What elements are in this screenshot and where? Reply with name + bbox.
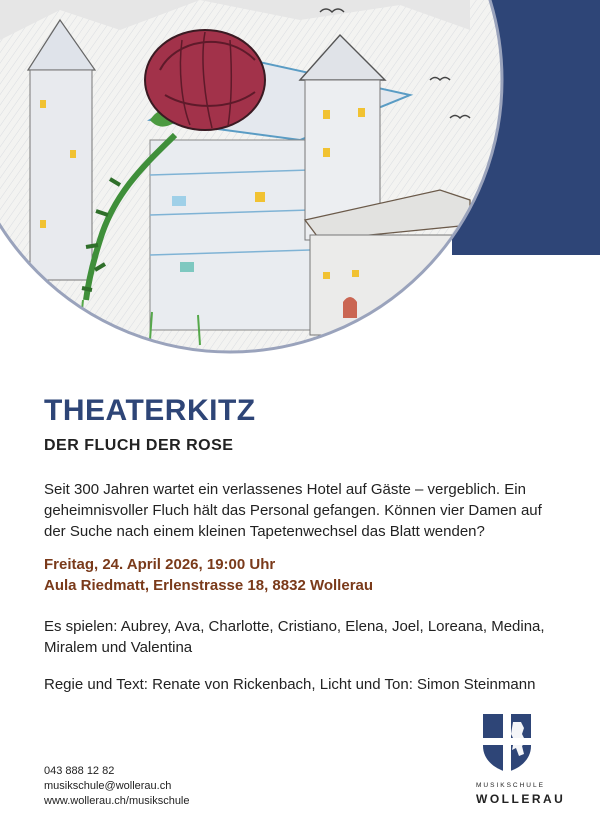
contact-phone: 043 888 12 82 — [44, 765, 115, 777]
poster-title: THEATERKITZ — [44, 394, 256, 427]
credits-paragraph: Regie und Text: Renate von Rickenbach, Licht und Ton: Simon Steinmann — [44, 676, 536, 693]
logo-line2: WOLLERAU — [476, 792, 566, 806]
contact-website[interactable]: www.wollerau.ch/musikschule — [44, 795, 190, 807]
cast-paragraph: Es spielen: Aubrey, Ava, Charlotte, Cristiano, Elena, Joel, Loreana, Medina, Miralem und Valentina — [44, 618, 545, 656]
poster-subtitle: DER FLUCH DER ROSE — [44, 437, 234, 454]
hotel-rose-illustration — [0, 0, 600, 360]
left-tower — [28, 20, 95, 280]
contact-email[interactable]: musikschule@wollerau.ch — [44, 780, 172, 792]
event-venue: Aula Riedmatt, Erlenstrasse 18, 8832 Wollerau — [44, 577, 374, 594]
event-date: Freitag, 24. April 2026, 19:00 Uhr — [44, 556, 276, 573]
shield-icon — [481, 712, 533, 774]
contact-block — [44, 764, 190, 809]
logo-line1: MUSIKSCHULE — [476, 782, 545, 789]
musikschule-logo — [476, 712, 566, 808]
description-paragraph: Seit 300 Jahren wartet ein verlassenes Hotel auf Gäste – vergeblich. Ein geheimnisvoller Fluch hält das Personal gefangen. Können vier Damen auf der Suche nach einem kleinen Tapetenwechsel das Blatt wenden? — [44, 481, 542, 540]
